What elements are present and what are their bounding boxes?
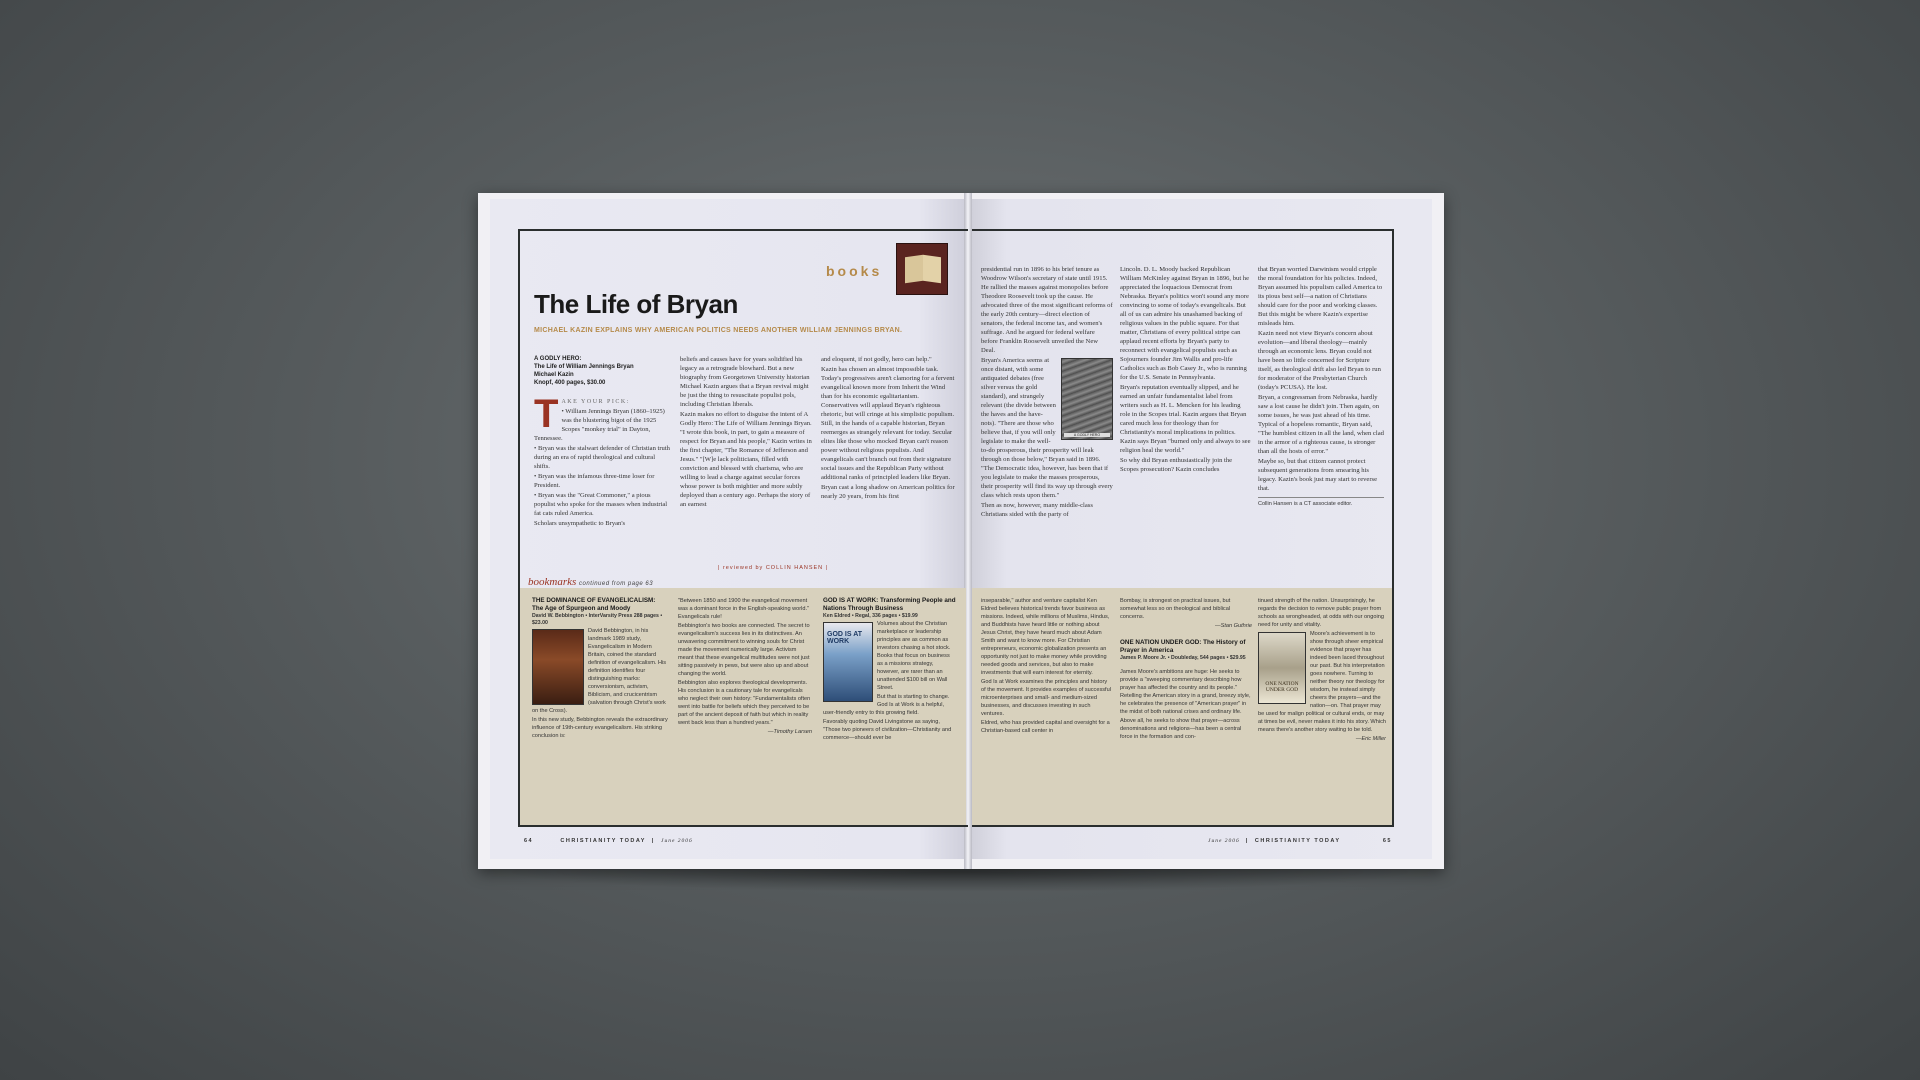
paragraph: Lincoln. D. L. Moody backed Republican William McKinley against Bryan in 1896, but he appreciated the loquacious Democrat from Nebraska. Bryan's politics won't sound any more convincing to some of today's evangelicals. But all of us can admire his unashamed backing of religious values in the public square. For that matter, Christians of every political stripe can applaud recent efforts by Bryan's party to reconnect with evangelical populists such as Sojourners founder Jim Wallis and pro-life Catholics such as Bob Casey Jr., who is running for the U.S. Senate in Pennsylvania. <box>1120 266 1250 381</box>
book-subtitle: The Life of William Jennings Bryan <box>534 364 634 370</box>
cover-title: ONE NATION UNDER GOD <box>1265 681 1299 693</box>
paragraph: Scholars unsympathetic to Bryan's <box>534 520 626 527</box>
column-3 <box>821 355 957 557</box>
paragraph: Eldred, who has provided capital and oversight for a Christian-based call center in <box>981 720 1110 734</box>
bookmark-column-4 <box>981 597 1113 821</box>
footer-right: June 2006 | CHRISTIANITY TODAY 65 <box>1208 838 1392 844</box>
paragraph: Bebbington's two books are connected. The secret to evangelicalism's success lies in its distinctives. An unwavering commitment to winning souls for Christ made the movement numerically large. Activism meant that these evangelical multitudes were not just sitting passively in pews, but were also up and about changing the world. <box>678 623 810 677</box>
book-cover-photo <box>1061 358 1113 440</box>
paragraph: But that is starting to change. God Is at Work is a helpful, user-friendly entry to this growing field. <box>823 694 950 716</box>
paragraph: Bryan cast a long shadow on American politics for nearly 20 years, from his first <box>821 484 955 500</box>
article-subtitle: MICHAEL KAZIN EXPLAINS WHY AMERICAN POLITICS NEEDS ANOTHER WILLIAM JENNINGS BRYAN. <box>534 327 903 334</box>
paragraph: beliefs and causes have for years solidified his legacy as a retrograde blowhard. But a new biography from Georgetown University historian Michael Kazin argues that a Bryan revival might be just the thing to resuscitate populist pols, including Christian liberals. <box>680 356 810 408</box>
right-column-3 <box>1258 265 1384 557</box>
bookmark-publisher: James P. Moore Jr. • Doubleday, 544 pages • $29.95 <box>1120 655 1246 661</box>
photo-caption: A GODLY HERO <box>1064 433 1110 437</box>
signature: —Stan Guthrie <box>1215 623 1252 629</box>
take-your-pick: AKE YOUR PICK: <box>561 399 630 405</box>
byline: Collin Hansen is a CT associate editor. <box>1258 497 1384 509</box>
bookmarks-label: bookmarks <box>528 576 577 588</box>
bookmark-heading: GOD IS AT WORK: Transforming People and Nations Through Business <box>823 597 956 612</box>
bookmark-publisher: David W. Bebbington • InterVarsity Press 288 pages • $23.00 <box>532 613 663 626</box>
page-number: 64 <box>524 838 534 844</box>
magazine-name: CHRISTIANITY TODAY <box>560 838 646 844</box>
page-number: 65 <box>1382 838 1392 844</box>
bookmarks-header <box>528 576 653 588</box>
bookmark-publisher: Ken Eldred • Regal, 336 pages • $19.99 <box>823 613 918 619</box>
article-title: The Life of Bryan <box>534 289 738 319</box>
drop-cap: T <box>534 392 559 436</box>
paragraph: Bryan, a congressman from Nebraska, hardly saw a lost cause he didn't join. Then again, on some issues, he was just ahead of his time. Typical of a hopeless romantic, Bryan said, "The humblest citizen in all the land, when clad in the armor of a righteous cause, is stronger than all the hosts of error." <box>1258 394 1384 455</box>
right-column-1 <box>981 265 1113 557</box>
bookmark-column-6 <box>1258 597 1386 821</box>
paragraph: Volumes about the Christian marketplace or leadership principles are as common as investors chasing a hot stock. Books that focus on business as a missions strategy, however, are rarer than an unattended $100 bill on Wall Street. <box>877 621 951 691</box>
book-info <box>534 355 670 387</box>
paragraph: Kazin has chosen an almost impossible task. Today's progressives aren't clamoring for a fervent evangelical known more from Inherit the Wind than for his economic egalitarianism. Conservatives will applaud Bryan's righteous rhetoric, but will cringe at his simplistic populism. Still, in the hands of a capable historian, Bryan reemerges as strangely relevant for today. Secular elites like those who mocked Bryan can't reason power without religious populists. And evangelicals can't branch out from their signature social issues and the Republican Party without additional ranks of principled leaders like Bryan. <box>821 366 955 481</box>
book-cover-image <box>823 622 873 702</box>
paragraph: So why did Bryan enthusiastically join the Scopes prosecution? Kazin concludes <box>1120 457 1233 473</box>
book-cover-image <box>532 629 584 705</box>
magazine-spread <box>478 193 1444 869</box>
right-column-2 <box>1120 265 1252 557</box>
column-1 <box>534 355 670 555</box>
cover-title: GOD IS AT WORK <box>827 631 862 645</box>
book-cover-image <box>1258 632 1306 704</box>
paragraph: Bryan's America seems at once distant, with some antiquated debates (free silver versus the gold standard), and strangely relevant (the divide between the haves and the have-nots). "There are those who believe that, if you will only legislate to make the well-to-do prosperous, their prosperity will leak through on those below," Bryan said in 1896. "The Democratic idea, however, has been that if you legislate to make the masses prosperous, their prosperity will find its way up through every class which rests upon them." <box>981 357 1113 499</box>
open-book-icon <box>896 243 948 295</box>
paragraph: Bebbington also explores theological developments. His conclusion is a cautionary tale for evangelicals who neglect their own history: "Fundamentalists often went into battle for beliefs which they perceived to be part of the ancient deposit of faith but which in reality went back less than a hundred years." <box>678 680 811 726</box>
paragraph: God Is at Work examines the principles and history of the movement. It provides examples of successful microenterprises and small- and medium-sized businesses, and discusses investing in such ventures. <box>981 679 1111 717</box>
paragraph: Bryan's reputation eventually slipped, and he earned an unfair fundamentalist label from writers such as H. L. Mencken for his leading role in the Scopes trial. Kazin argues that Bryan cared much less for theology than for Christianity's moral implications in politics. Kazin says Bryan "burned only and always to see religion heal the world." <box>1120 384 1251 454</box>
paragraph: James Moore's ambitions are huge: He seeks to provide a "sweeping commentary describing how prayer has affected the country and its people." Retelling the American story in a grand, breezy style, he celebrates the presence of "American prayer" in the midst of both national crises and ordinary life. <box>1120 669 1251 715</box>
bookmark-column-2 <box>678 597 812 821</box>
column-2 <box>680 355 812 557</box>
magazine-name: CHRISTIANITY TODAY <box>1254 838 1341 844</box>
paragraph: Then as now, however, many middle-class Christians sided with the party of <box>981 502 1093 518</box>
paragraph: David Bebbington, in his landmark 1989 study, Evangelicalism in Modern Britain, coined the standard definition of evangelicalism. His definition identifies four distinguishing marks: conversionism, activism, Biblicism, and crucicentrism (salvation through Christ's work on the Cross). <box>532 628 667 714</box>
footer-left: 64 CHRISTIANITY TODAY | June 2006 <box>524 838 693 844</box>
book-heading: A GODLY HERO: <box>534 356 582 362</box>
paragraph: Kazin need not view Bryan's concern about evolution—and liberal theology—mainly through an economic lens. Bryan could not have been so little concerned for Scripture itself, as theological drift also led Bryan to run for moderator of the Presbyterian Church (today's PCUSA). He lost. <box>1258 330 1381 391</box>
paragraph: tinued strength of the nation. Unsurprisingly, he regards the decision to remove public prayer from schools as wrongheaded, at odds with our ongoing need for unity and vitality. <box>1258 598 1384 628</box>
book-publisher: Knopf, 400 pages, $30.00 <box>534 380 606 386</box>
issue-date: June 2006 <box>1208 838 1240 844</box>
paragraph: Kazin makes no effort to disguise the intent of A Godly Hero: The Life of William Jennings Bryan. "I wrote this book, in part, to gain a measure of respect for Bryan and his people," Kazin writes in the first chapter, "The Romance of Jefferson and Jesus." "[W]e lack politicians, filled with conviction and blessed with charisma, who are willing to lead a charge against secular forces whose power is both mightier and more subtly deployed than a century ago. Perhaps the story of an earnest <box>680 411 812 508</box>
issue-date: June 2006 <box>661 838 693 844</box>
paragraph: • William Jennings Bryan (1860–1925) was the blustering bigot of the 1925 Scopes "monkey trial" in Dayton, Tennessee. <box>534 408 665 442</box>
section-label: books <box>826 263 883 279</box>
book-author: Michael Kazin <box>534 372 574 378</box>
signature: —Timothy Larsen <box>767 729 812 735</box>
bookmark-column-1 <box>532 597 668 821</box>
paragraph: inseparable," author and venture capitalist Ken Eldred believes historical trends favor business as missions. Indeed, while millions of Muslims, Hindus, and Buddhists have heard little or nothing about Jesus Christ, they have heard much about Adam Smith and want to know more. For Christian entrepreneurs, economic globalization presents an opportunity not just to make money while providing needed goods and services, but also to make investments that will earn interest for eternity. <box>981 598 1110 676</box>
reviewer-credit: | reviewed by COLLIN HANSEN | <box>718 565 829 571</box>
bookmark-heading: THE DOMINANCE OF EVANGELICALISM: The Age of Spurgeon and Moody <box>532 597 656 612</box>
paragraph: In this new study, Bebbington reveals the extraordinary influence of 19th-century evangelicalism. His striking conclusion is: <box>532 717 668 739</box>
signature: —Eric Miller <box>1355 736 1386 742</box>
paragraph: Maybe so, but that citizen cannot protect subsequent generations from smearing his legacy. Kazin's book just may start to reverse that. <box>1258 458 1378 492</box>
paragraph: and eloquent, if not godly, hero can help." <box>821 356 932 363</box>
paragraph: Favorably quoting David Livingstone as saying, "Those two pioneers of civilization—Christianity and commerce—should ever be <box>823 719 952 741</box>
paragraph: that Bryan worried Darwinism would cripple the moral foundation for his policies. Indeed, Bryan assumed his populism called America to its pious best self—a nation of Christians should care for the poor and working classes. But this might be where Kazin's expertise misleads him. <box>1258 266 1383 327</box>
paragraph: Bombay, is strongest on practical issues, but somewhat less so on theological and biblical concerns. <box>1120 598 1231 620</box>
bookmark-column-5 <box>1120 597 1252 821</box>
bookmark-column-3 <box>823 597 957 821</box>
paragraph: • Bryan was the stalwart defender of Christian truth during an era of rapid theological and cultural shifts. <box>534 445 670 470</box>
paragraph: "Between 1850 and 1900 the evangelical movement was a dominant force in the English-speaking world." Evangelicals rule! <box>678 598 810 620</box>
bookmark-heading: ONE NATION UNDER GOD: The History of Prayer in America <box>1120 639 1246 654</box>
paragraph: Above all, he seeks to show that prayer—across denominations and religions—has been a central force in the formation and con- <box>1120 718 1242 740</box>
paragraph: • Bryan was the "Great Commoner," a pious populist who spoke for the masses when industrial fat cats ruled America. <box>534 492 668 517</box>
paragraph: Moore's achievement is to show through sheer empirical evidence that prayer has indeed been laced throughout our past. But his interpretation goes nowhere. Turning to neither theory nor theology for wisdom, he instead simply cheers the prayers—and the nation—on. That prayer may be used for malign political or cultural ends, or may at times be evil, never makes it into his story. Which means there's another story waiting to be told. <box>1258 631 1386 733</box>
bookmarks-continued: continued from page 63 <box>579 581 654 587</box>
paragraph: presidential run in 1896 to his brief tenure as Woodrow Wilson's secretary of state until 1915. He rallied the masses against monopolies before Theodore Roosevelt took up the cause. He advocated three of the most significant reforms of the early 20th century—direct election of senators, the federal income tax, and women's suffrage. And he argued for federal welfare before Franklin Roosevelt unveiled the New Deal. <box>981 266 1113 354</box>
paragraph: • Bryan was the infamous three-time loser for President. <box>534 473 655 489</box>
